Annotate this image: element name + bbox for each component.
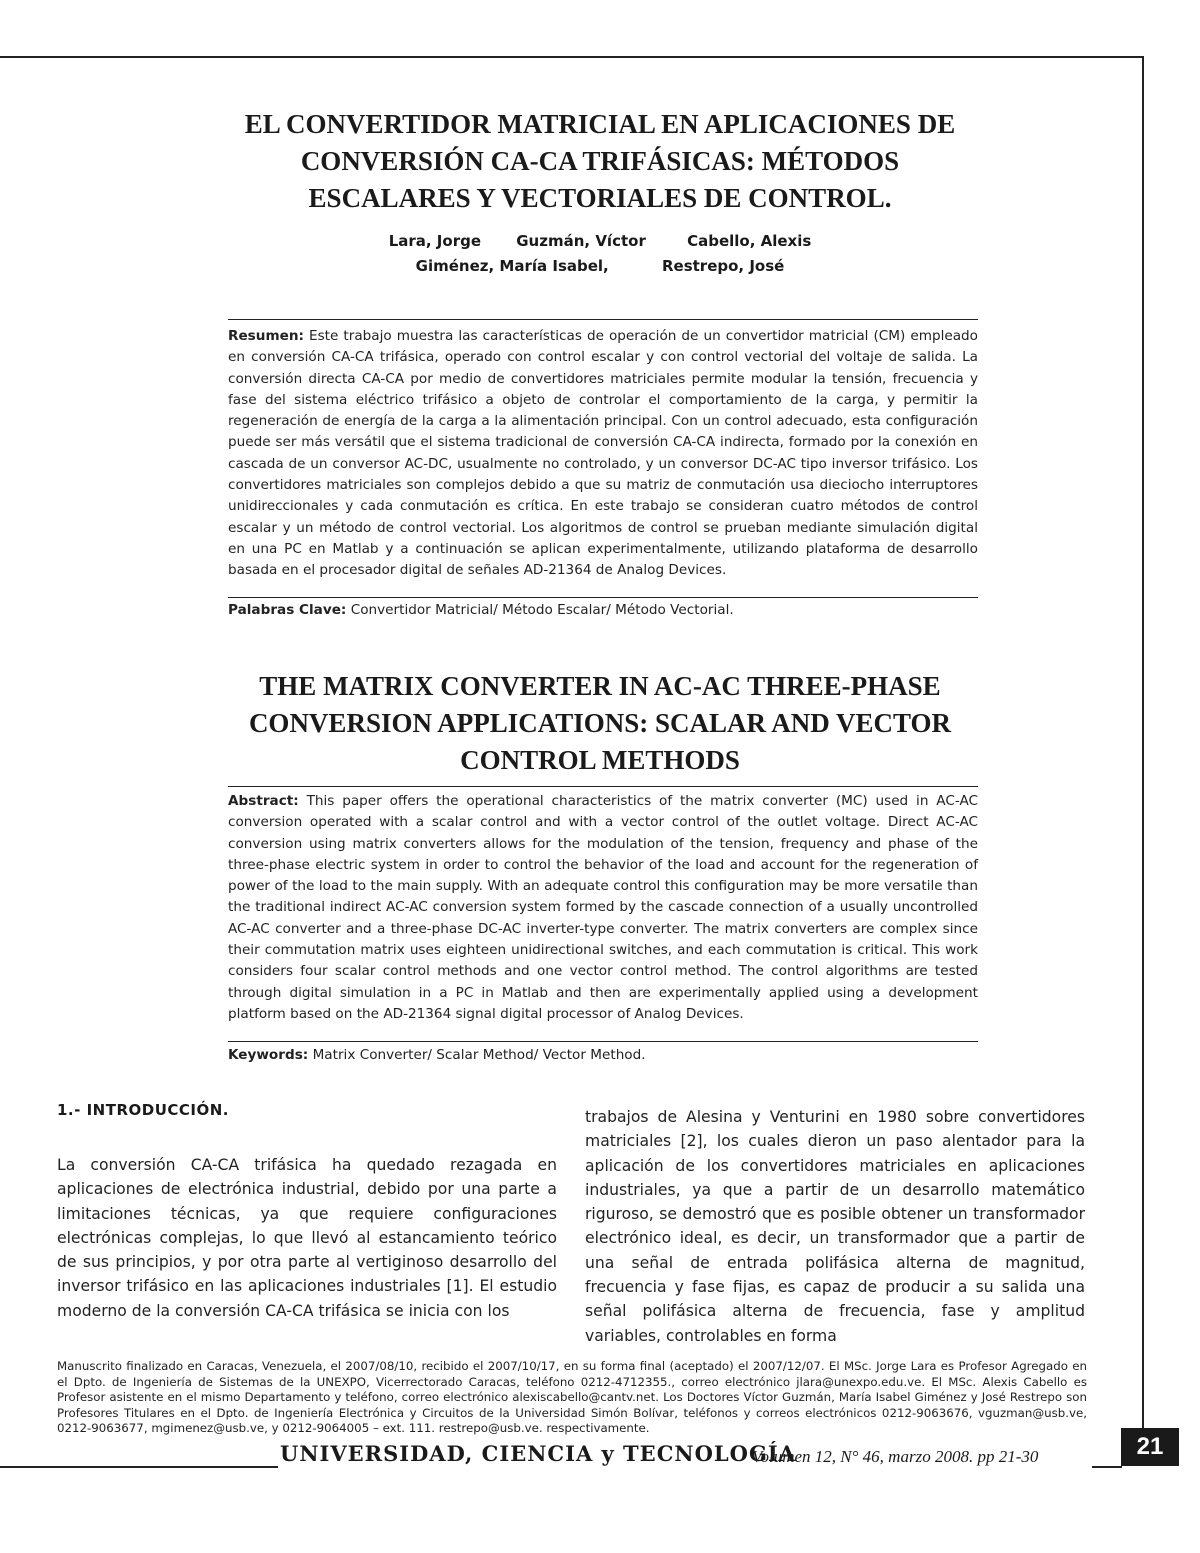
palabras-clave-rule [228,597,978,598]
author-gimenez: Giménez, María Isabel, [415,257,609,275]
author-row-2 [330,254,870,279]
keywords-line [228,1045,978,1066]
volume-info: Volumen 12, N° 46, marzo 2008. pp 21-30 [752,1447,1039,1466]
palabras-clave-label: Palabras Clave: [228,602,347,618]
resumen-paragraph [228,326,978,582]
resumen-text: Este trabajo muestra las características de operación de un convertidor matricial (CM) empleado en conversión CA-CA trifásica, operado con control escalar y con control vectorial del voltaje de salida. La conversión directa CA-CA por medio de convertidores matriciales permite modular la tensión, frecuencia y fase del sistema eléctrico trifásico a objeto de controlar el comportamiento de la carga, y permitir la regeneración de energía de la carga a la alimentación principal. Con un control adecuado, esta configuración puede ser más versátil que el sistema tradicional de conversión CA-CA indirecta, formado por la conexión en cascada de un conversor AC-DC, usualmente no controlado, y un conversor DC-AC tipo inversor trifásico. Los convertidores matriciales son complejos debido a que su matriz de conmutación usa dieciocho interruptores unidireccionales y cada conmutación es crítica. En este trabajo se consideran cuatro métodos de control escalar y un método de control vectorial. Los algoritmos de control se prueban mediante simulación digital en una PC en Matlab y a continuación se aplican experimentalmente, utilizando plataforma de desarrollo basada en el procesador digital de señales AD-21364 de Analog Devices. [228,328,978,579]
keywords-text: Matrix Converter/ Scalar Method/ Vector Method. [312,1047,646,1063]
page-number: 21 [1136,1433,1164,1460]
keywords-rule [228,1041,978,1042]
abstract-paragraph [228,791,978,1025]
author-footnote: Manuscrito finalizado en Caracas, Venezuela, el 2007/08/10, recibido el 2007/10/17, en su forma final (aceptado) el 2007/12/07. El MSc. Jorge Lara es Profesor Agregado en el Dpto. de Ingeniería de Sistemas de la UNEXPO, Vicerrectorado Caracas, teléfono 0212-4712355., correo electrónico jlara@unexpo.edu.ve. El MSc. Alexis Cabello es Profesor asistente en el mismo Departamento y teléfono, correo electrónico alexiscabello@cantv.net. Los Doctores Víctor Guzmán, María Isabel Giménez y José Restrepo son Profesores Titulares en el Dpto. de Ingeniería Electrónica y Circuitos de la Universidad Simón Bolívar, teléfonos y correos electrónicos 0212-9063676, vguzman@usb.ve, 0212-9063677, mgimenez@usb.ve, y 0212-9064005 – ext. 111. restrepo@usb.ve. respectivamente. [57,1359,1087,1436]
abstract-text: This paper offers the operational characteristics of the matrix converter (MC) used in AC-AC conversion operated with a scalar control and with a vector control of the outlet voltage. Direct AC-AC conversion using matrix converters allows for the modulation of the tension, frequency and phase of the three-phase electric system in order to control the behavior of the load and account for the regeneration of power of the load to the main supply. With an adequate control this configuration may be more versatile than the traditional indirect AC-AC conversion system formed by the cascade connection of a usually uncontrolled AC-AC converter and a three-phase DC-AC inverter-type converter. The matrix converters are complex since their commutation matrix uses eighteen unidirectional switches, and each commutation is critical. This work considers four scalar control methods and one vector control method. The control algorithms are tested through digital simulation in a PC in Matlab and then are experimentally applied using a development platform based on the AD-21364 signal digital processor of Analog Devices. [228,793,978,1022]
author-cabello: Cabello, Alexis [687,232,812,250]
author-restrepo: Restrepo, José [661,257,785,275]
abstract-top-rule [228,786,978,787]
footer-rule-right [1092,1466,1122,1468]
author-list [330,229,870,279]
author-guzman: Guzmán, Víctor [516,232,646,250]
spanish-title: EL CONVERTIDOR MATRICIAL EN APLICACIONES DE CONVERSIÓN CA-CA TRIFÁSICAS: MÉTODOS ESCALARES Y VECTORIALES DE CONTROL. [244,109,956,213]
resumen-top-rule [228,319,978,320]
page-frame-right-rule [1142,56,1144,1428]
author-row-1 [330,229,870,254]
palabras-clave-line [228,600,978,621]
journal-name: UNIVERSIDAD, CIENCIA y TECNOLOGÍA [280,1441,796,1466]
english-title: THE MATRIX CONVERTER IN AC-AC THREE-PHASE CONVERSION APPLICATIONS: SCALAR AND VECTOR CONTROL METHODS [248,671,952,775]
footer-rule-left [0,1466,278,1468]
keywords-label: Keywords: [228,1047,309,1063]
intro-right-column: trabajos de Alesina y Venturini en 1980 sobre convertidores matriciales [2], los cuales dieron un paso alentador para la aplicación de los convertidores matriciales en aplicaciones industriales, ya que a partir de un desarrollo matemático riguroso, se demostró que es posible obtener un transformador electrónico ideal, es decir, un transformador que a partir de una señal de entrada polifásica alterna de magnitud, frecuencia y fase fijas, es capaz de producir a su salida una señal polifásica alterna de frecuencia, fase y amplitud variables, controlables en forma [585,1108,1085,1345]
resumen-label: Resumen: [228,328,304,344]
abstract-label: Abstract: [228,793,299,809]
author-lara: Lara, Jorge [388,232,482,250]
section-heading-introduccion: 1.- INTRODUCCIÓN. [57,1101,229,1119]
page-frame-top-rule [0,56,1143,58]
intro-left-column: La conversión CA-CA trifásica ha quedado rezagada en aplicaciones de electrónica industrial, debido por una parte a limitaciones técnicas, ya que requiere configuraciones electrónicas complejas, lo que llevó al estancamiento teórico de sus principios, y por otra parte al vertiginoso desarrollo del inversor trifásico en las aplicaciones industriales [1]. El estudio moderno de la conversión CA-CA trifásica se inicia con los [57,1156,557,1320]
palabras-clave-text: Convertidor Matricial/ Método Escalar/ Método Vectorial. [350,602,734,618]
page-number-box [1121,1428,1179,1466]
